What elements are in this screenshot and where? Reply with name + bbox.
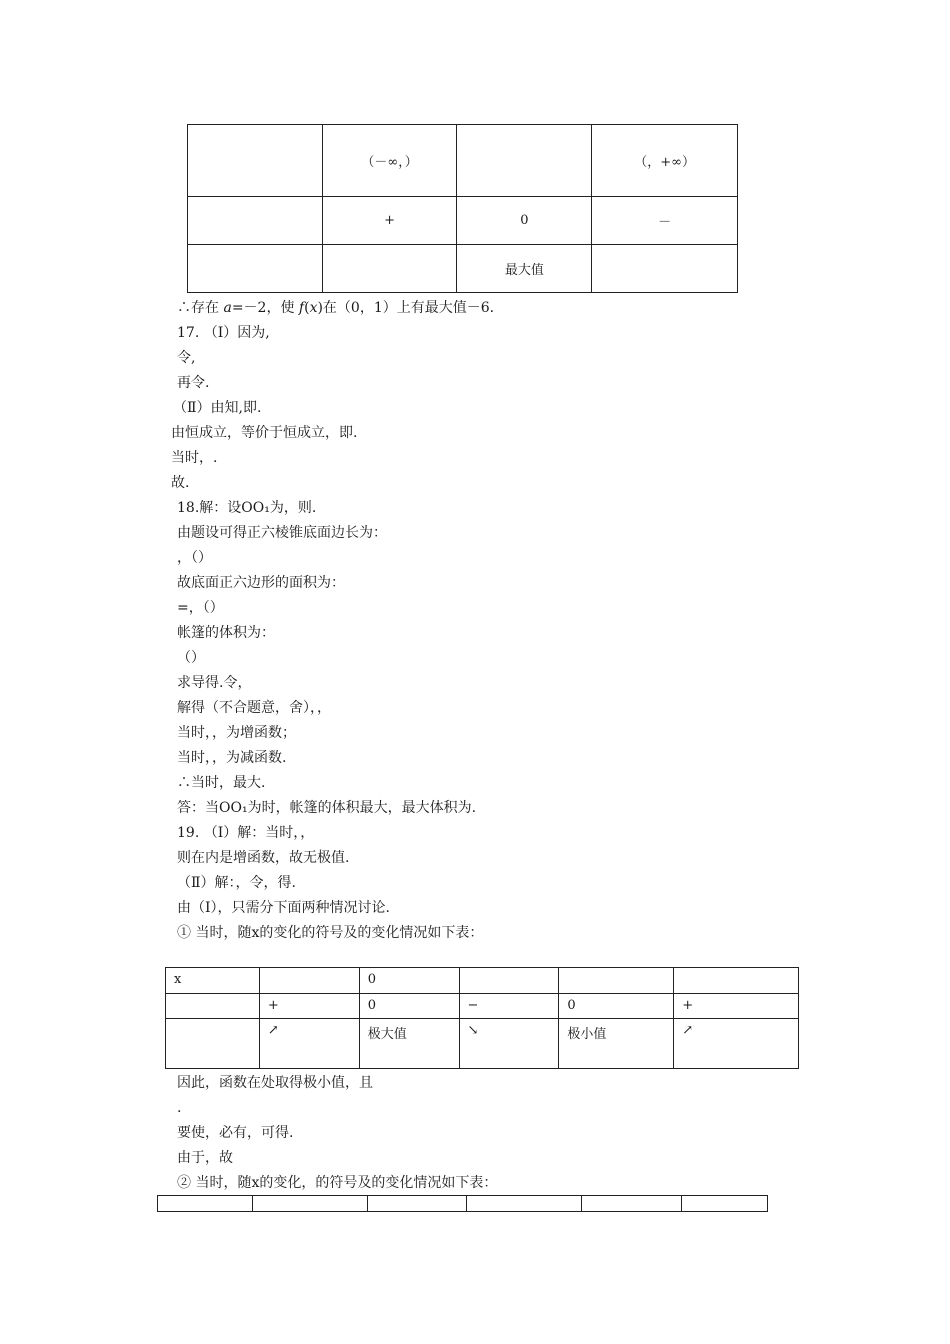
table-cell: +: [674, 994, 799, 1019]
sign-table-3: [157, 1195, 768, 1212]
conclusion-line: [177, 299, 494, 317]
sign-table-2: [165, 967, 799, 1069]
table-cell: （，+∞）: [592, 125, 738, 197]
table-cell: [166, 994, 260, 1019]
text-line: 令,: [177, 350, 196, 366]
text-line: 当时，.: [171, 450, 218, 466]
table-cell: [188, 125, 323, 197]
variable-x: x: [309, 300, 318, 316]
table-cell: [582, 1196, 682, 1212]
text-line: （Ⅱ）解：，令，得.: [177, 875, 296, 891]
table-cell: [682, 1196, 768, 1212]
table-cell: [467, 1196, 582, 1212]
table-cell: [252, 1196, 367, 1212]
text-span: =－2，使: [231, 300, 299, 316]
table-cell: x: [166, 968, 260, 994]
table-cell: 0: [359, 968, 459, 994]
text-line: ② 当时，随x的变化，的符号及的变化情况如下表：: [177, 1175, 498, 1191]
table-cell: [158, 1196, 253, 1212]
table-cell: ↘: [459, 1019, 559, 1069]
text-line: ，（）: [177, 550, 212, 566]
text-line: 当时，，为减函数.: [177, 750, 287, 766]
text-line: 因此，函数在处取得极小值，且: [177, 1075, 373, 1091]
text-line: 当时，，为增函数；: [177, 725, 296, 741]
text-line: =，（）: [177, 600, 224, 616]
table-cell: 0: [457, 197, 592, 245]
text-line: ① 当时，随x的变化的符号及的变化情况如下表：: [177, 925, 484, 941]
table-cell: [259, 968, 359, 994]
table-cell: [592, 245, 738, 293]
text-line: ∴当时，最大.: [177, 775, 266, 791]
text-line: 帐篷的体积为：: [177, 625, 275, 641]
table-cell: 极大值: [359, 1019, 459, 1069]
problem-18-heading: 18.解：设OO₁为，则.: [177, 500, 317, 516]
table-row: [166, 994, 799, 1019]
text-line: 则在内是增函数，故无极值.: [177, 850, 350, 866]
table-row: [158, 1196, 768, 1212]
table-row: [188, 197, 738, 245]
text-line: 求导得.令，: [177, 675, 252, 691]
table-cell: +: [259, 994, 359, 1019]
table-cell: （－∞，）: [322, 125, 457, 197]
table-row: [188, 245, 738, 293]
text-line: （）: [177, 650, 205, 666]
table-cell: [166, 1019, 260, 1069]
text-line: 要使，必有，可得.: [177, 1125, 294, 1141]
table-row: [166, 1019, 799, 1069]
table-cell: [459, 968, 559, 994]
text-line: 再令.: [177, 375, 210, 391]
table-cell: 0: [359, 994, 459, 1019]
variable-f: f: [298, 300, 305, 316]
problem-19-heading: 19. （Ⅰ）解：当时，，: [177, 825, 315, 841]
table-cell: [559, 968, 674, 994]
table-cell: [674, 968, 799, 994]
variable-a: a: [223, 300, 232, 316]
table-cell: 最大值: [457, 245, 592, 293]
text-line: 解得（不合题意，舍），，: [177, 700, 331, 716]
table-cell: −: [459, 994, 559, 1019]
text-line: 故底面正六边形的面积为：: [177, 575, 345, 591]
table-cell: +: [322, 197, 457, 245]
text-span: ∴存在: [177, 300, 224, 316]
table-cell: 极小值: [559, 1019, 674, 1069]
text-line: 故.: [171, 475, 190, 491]
table-cell: ↗: [674, 1019, 799, 1069]
sign-table-1: [187, 124, 738, 293]
table-cell: [322, 245, 457, 293]
problem-17-heading: 17. （Ⅰ）因为,: [177, 325, 270, 341]
table-cell: [367, 1196, 467, 1212]
text-line: （Ⅱ）由知,即.: [173, 400, 262, 416]
text-line: .: [177, 1100, 182, 1116]
table-cell: 0: [559, 994, 674, 1019]
text-line: 答：当OO₁为时，帐篷的体积最大，最大体积为.: [177, 800, 477, 816]
table-cell: [188, 245, 323, 293]
text-line: 由题设可得正六棱锥底面边长为：: [177, 525, 387, 541]
text-line: 由恒成立，等价于恒成立，即.: [171, 425, 358, 441]
table-cell: [457, 125, 592, 197]
text-line: 由于，故: [177, 1150, 233, 1166]
table-cell: －: [592, 197, 738, 245]
table-cell: [188, 197, 323, 245]
table-cell: ↗: [259, 1019, 359, 1069]
table-row: [166, 968, 799, 994]
text-span: )在（0，1）上有最大值－6.: [317, 300, 495, 316]
text-span: (: [304, 300, 310, 316]
table-row: [188, 125, 738, 197]
text-line: 由（Ⅰ），只需分下面两种情况讨论.: [177, 900, 390, 916]
